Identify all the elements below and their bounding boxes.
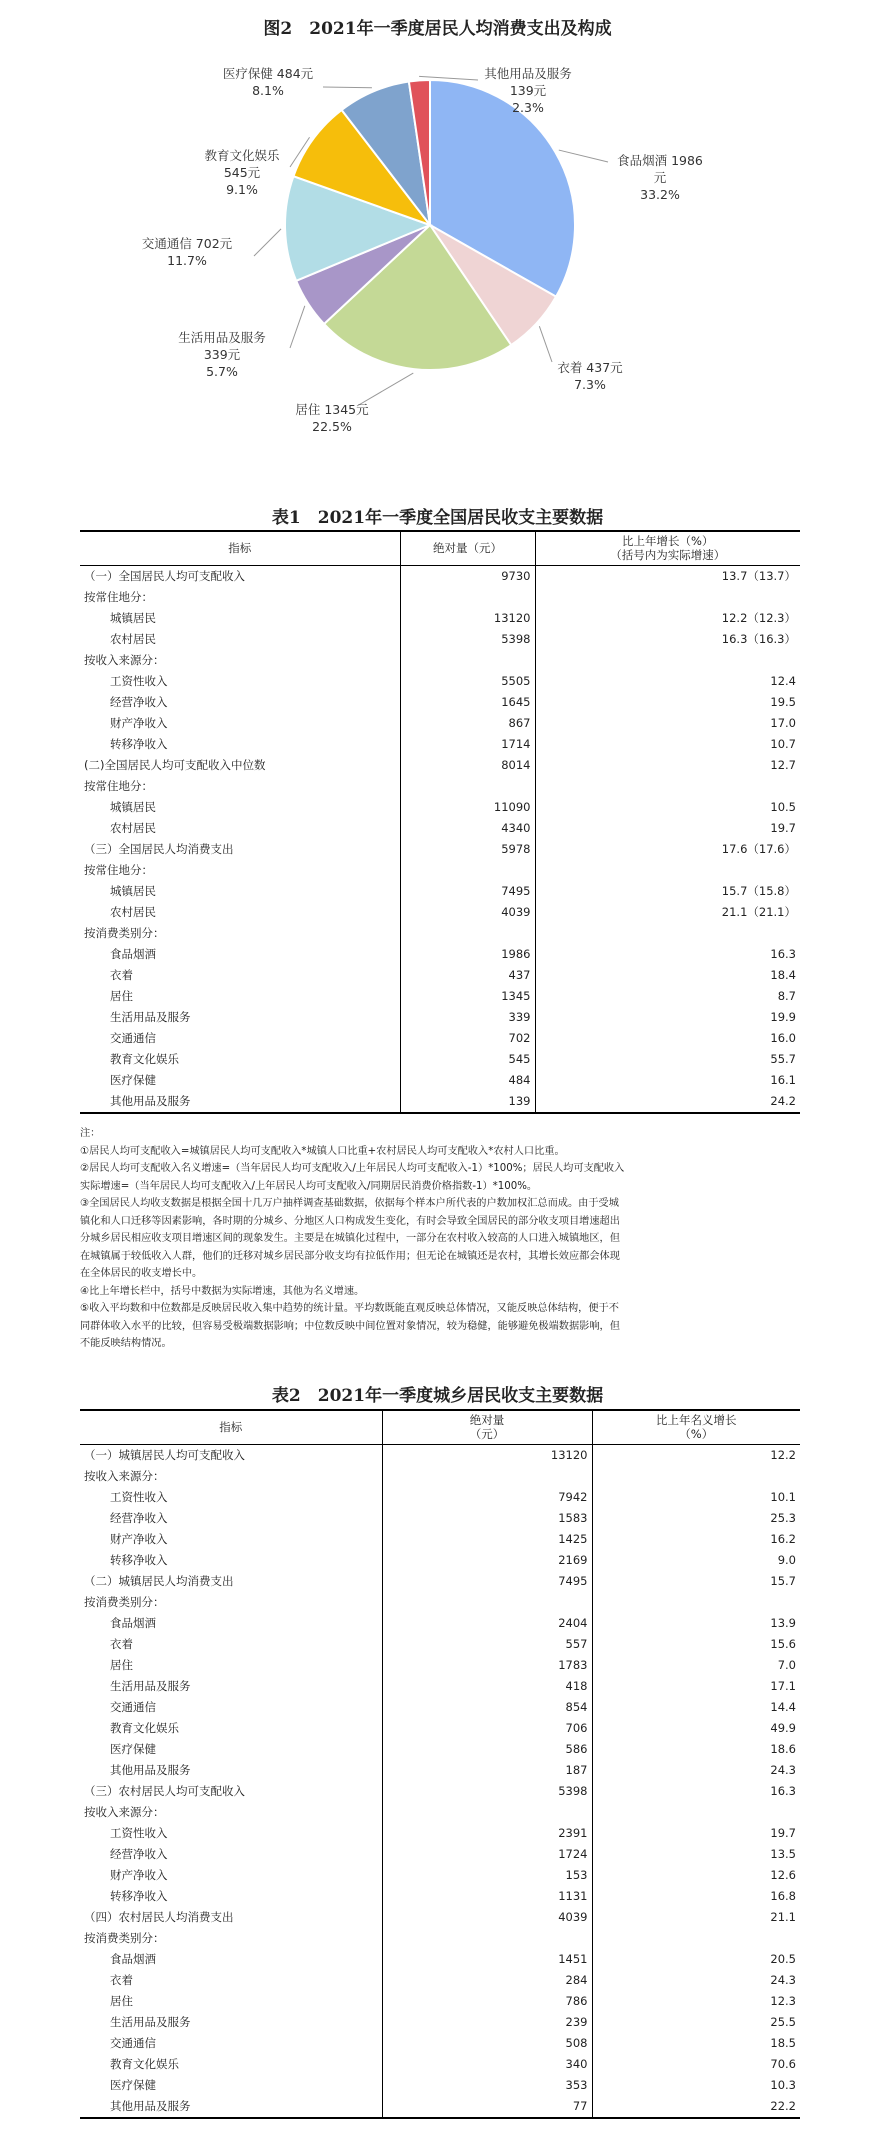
table-row xyxy=(80,923,800,944)
row-growth-value: 15.6 xyxy=(770,1636,796,1651)
table2 xyxy=(80,1409,800,2119)
note-line: 分城乡居民相应收支项目增速区间的现象发生。主要是在城镇化过程中，一部分在农村收入较高的人口进入城镇地区，但 xyxy=(80,1233,620,1244)
row-growth-value: 15.7（15.8） xyxy=(721,883,796,898)
table-row xyxy=(80,881,800,902)
row-absolute-value: 1714 xyxy=(400,734,535,755)
slice-label: 7.3% xyxy=(574,377,606,392)
row-label: 财产净收入 xyxy=(80,1529,382,1550)
row-absolute-value: 706 xyxy=(382,1718,592,1739)
row-label: 其他用品及服务 xyxy=(80,2096,382,2118)
row-absolute-value: 867 xyxy=(400,713,535,734)
row-label: 工资性收入 xyxy=(80,1487,382,1508)
row-label: 教育文化娱乐 xyxy=(80,1718,382,1739)
table-row xyxy=(80,1991,800,2012)
table-row xyxy=(80,1466,800,1487)
table-row xyxy=(80,692,800,713)
table-row xyxy=(80,1928,800,1949)
row-label: 按消费类别分： xyxy=(80,923,400,944)
table1 xyxy=(80,530,800,1114)
slice-label: 2.3% xyxy=(512,100,544,115)
row-label: 其他用品及服务 xyxy=(80,1091,400,1113)
row-absolute-value: 4039 xyxy=(400,902,535,923)
row-label: 按收入来源分： xyxy=(80,1802,382,1823)
row-label: 按常住地分： xyxy=(80,587,400,608)
pie-chart xyxy=(0,50,875,500)
table2-header-absolute: 绝对量 （元） xyxy=(382,1410,592,1444)
table-row xyxy=(80,1739,800,1760)
note-line: 在全体居民的收支增长中。 xyxy=(80,1268,203,1279)
row-label: 转移净收入 xyxy=(80,1886,382,1907)
table-row xyxy=(80,1655,800,1676)
row-label: 城镇居民 xyxy=(80,608,400,629)
figure2-title: 图2 2021年一季度居民人均消费支出及构成 xyxy=(263,19,612,39)
row-label: 经营净收入 xyxy=(80,1844,382,1865)
row-label: 交通通信 xyxy=(80,1697,382,1718)
note-line: 不能反映结构情况。 xyxy=(80,1338,172,1349)
row-growth-value: 19.7 xyxy=(770,1825,796,1840)
table-row xyxy=(80,1970,800,1991)
row-growth-value: 17.0 xyxy=(770,715,796,730)
row-absolute-value: 5505 xyxy=(400,671,535,692)
table2-header-indicator: 指标 xyxy=(80,1410,382,1444)
row-label: （四）农村居民人均消费支出 xyxy=(80,1907,382,1928)
table-row xyxy=(80,1091,800,1113)
slice-label: 其他用品及服务 xyxy=(484,66,572,81)
row-label: 农村居民 xyxy=(80,629,400,650)
row-growth-value: 19.5 xyxy=(770,694,796,709)
table-row xyxy=(80,818,800,839)
row-label: 转移净收入 xyxy=(80,734,400,755)
row-label: 城镇居民 xyxy=(80,881,400,902)
row-absolute-value: 5398 xyxy=(400,629,535,650)
row-absolute-value: 1724 xyxy=(382,1844,592,1865)
row-growth-value: 18.4 xyxy=(770,967,796,982)
row-growth-value: 24.3 xyxy=(770,1762,796,1777)
row-absolute-value: 77 xyxy=(382,2096,592,2118)
slice-label: 衣着 437元 xyxy=(557,360,623,375)
row-growth-value: 14.4 xyxy=(770,1699,796,1714)
row-absolute-value: 1425 xyxy=(382,1529,592,1550)
row-absolute-value xyxy=(400,587,535,608)
row-label: 食品烟酒 xyxy=(80,1613,382,1634)
row-absolute-value: 4039 xyxy=(382,1907,592,1928)
row-growth-value: 16.0 xyxy=(770,1030,796,1045)
note-line: 注： xyxy=(80,1128,101,1139)
slice-label: 元 xyxy=(653,170,667,185)
row-growth-value: 16.1 xyxy=(770,1072,796,1087)
row-absolute-value: 239 xyxy=(382,2012,592,2033)
row-label: 农村居民 xyxy=(80,902,400,923)
row-absolute-value: 545 xyxy=(400,1049,535,1070)
slice-label: 33.2% xyxy=(640,187,680,202)
table-row xyxy=(80,2033,800,2054)
row-absolute-value: 187 xyxy=(382,1760,592,1781)
row-label: 工资性收入 xyxy=(80,1823,382,1844)
row-growth-value xyxy=(535,650,800,671)
row-label: 按收入来源分： xyxy=(80,650,400,671)
table-row xyxy=(80,1865,800,1886)
table-row xyxy=(80,1613,800,1634)
row-label: 工资性收入 xyxy=(80,671,400,692)
row-growth-value: 70.6 xyxy=(770,2056,796,2071)
row-absolute-value: 557 xyxy=(382,1634,592,1655)
row-absolute-value: 139 xyxy=(400,1091,535,1113)
row-growth-value: 25.5 xyxy=(770,2014,796,2029)
row-growth-value xyxy=(592,1466,800,1487)
table-row xyxy=(80,1592,800,1613)
table-row xyxy=(80,1487,800,1508)
row-absolute-value: 353 xyxy=(382,2075,592,2096)
row-growth-value xyxy=(535,923,800,944)
row-growth-value: 49.9 xyxy=(770,1720,796,1735)
row-growth-value: 12.7 xyxy=(770,757,796,772)
leader-line xyxy=(539,326,552,362)
slice-label: 22.5% xyxy=(312,419,352,434)
row-absolute-value: 586 xyxy=(382,1739,592,1760)
row-absolute-value: 339 xyxy=(400,1007,535,1028)
row-growth-value: 19.7 xyxy=(770,820,796,835)
table-row xyxy=(80,1444,800,1466)
row-absolute-value: 1345 xyxy=(400,986,535,1007)
row-absolute-value: 1986 xyxy=(400,944,535,965)
table2-header-growth: 比上年名义增长 （%） xyxy=(592,1410,800,1444)
table2-title: 表2 2021年一季度城乡居民收支主要数据 xyxy=(271,1386,604,1406)
table-row xyxy=(80,713,800,734)
table-row xyxy=(80,565,800,587)
row-growth-value: 13.5 xyxy=(770,1846,796,1861)
table-row xyxy=(80,2012,800,2033)
row-growth-value: 16.2 xyxy=(770,1531,796,1546)
table-row xyxy=(80,1049,800,1070)
slice-label: 医疗保健 484元 xyxy=(222,66,314,81)
table1-title: 表1 2021年一季度全国居民收支主要数据 xyxy=(271,508,604,528)
row-growth-value xyxy=(535,860,800,881)
slice-label: 生活用品及服务 xyxy=(178,330,266,345)
row-growth-value: 13.9 xyxy=(770,1615,796,1630)
row-absolute-value: 1131 xyxy=(382,1886,592,1907)
table-row xyxy=(80,1550,800,1571)
row-label: 医疗保健 xyxy=(80,1739,382,1760)
row-label: 按消费类别分： xyxy=(80,1928,382,1949)
row-growth-value: 22.2 xyxy=(592,2096,800,2118)
row-absolute-value: 5978 xyxy=(400,839,535,860)
row-absolute-value: 2169 xyxy=(382,1550,592,1571)
table-row xyxy=(80,755,800,776)
row-growth-value: 16.8 xyxy=(770,1888,796,1903)
row-growth-value: 13.7（13.7） xyxy=(721,568,796,583)
row-label: （一）城镇居民人均可支配收入 xyxy=(80,1444,382,1466)
table-row xyxy=(80,650,800,671)
row-growth-value: 20.5 xyxy=(770,1951,796,1966)
slice-label: 教育文化娱乐 xyxy=(204,148,280,163)
row-absolute-value: 1583 xyxy=(382,1508,592,1529)
row-absolute-value: 13120 xyxy=(400,608,535,629)
table-row xyxy=(80,671,800,692)
row-absolute-value: 2404 xyxy=(382,1613,592,1634)
row-growth-value: 17.6（17.6） xyxy=(721,841,796,856)
row-absolute-value: 854 xyxy=(382,1697,592,1718)
row-absolute-value: 7495 xyxy=(400,881,535,902)
note-line: ②居民人均可支配收入名义增速=（当年居民人均可支配收入/上年居民人均可支配收入-1）*100%；居民人均可支配收入 xyxy=(80,1163,625,1174)
row-label: 衣着 xyxy=(80,1634,382,1655)
row-absolute-value: 7495 xyxy=(382,1571,592,1592)
table-row xyxy=(80,839,800,860)
row-absolute-value: 1645 xyxy=(400,692,535,713)
row-growth-value: 12.2（12.3） xyxy=(721,610,796,625)
row-growth-value: 12.4 xyxy=(770,673,796,688)
table-row xyxy=(80,1571,800,1592)
table1-header-absolute: 绝对量（元） xyxy=(400,531,535,565)
table-row xyxy=(80,1823,800,1844)
row-growth-value: 55.7 xyxy=(770,1051,796,1066)
row-absolute-value: 786 xyxy=(382,1991,592,2012)
table-row xyxy=(80,860,800,881)
row-label: 生活用品及服务 xyxy=(80,2012,382,2033)
note-line: 实际增速=（当年居民人均可支配收入/上年居民人均可支配收入/同期居民消费价格指数-1）*100%。 xyxy=(80,1180,538,1192)
note-line: ④比上年增长栏中，括号中数据为实际增速，其他为名义增速。 xyxy=(80,1285,365,1297)
row-absolute-value: 9730 xyxy=(400,565,535,587)
row-label: 交通通信 xyxy=(80,2033,382,2054)
slice-label: 食品烟酒 1986 xyxy=(617,153,703,168)
table-row xyxy=(80,1028,800,1049)
row-growth-value xyxy=(592,1928,800,1949)
leader-line xyxy=(290,306,305,348)
row-absolute-value: 1783 xyxy=(382,1655,592,1676)
row-label: 生活用品及服务 xyxy=(80,1676,382,1697)
row-absolute-value: 7942 xyxy=(382,1487,592,1508)
row-absolute-value: 1451 xyxy=(382,1949,592,1970)
row-absolute-value: 484 xyxy=(400,1070,535,1091)
slice-label: 8.1% xyxy=(252,83,284,98)
table-row xyxy=(80,1907,800,1928)
row-label: 教育文化娱乐 xyxy=(80,2054,382,2075)
table-row xyxy=(80,1634,800,1655)
note-line: ③全国居民人均收支数据是根据全国十几万户抽样调查基础数据，依据每个样本户所代表的户数加权汇总而成。由于受城 xyxy=(80,1198,619,1209)
row-label: 居住 xyxy=(80,1991,382,2012)
row-label: 按常住地分： xyxy=(80,860,400,881)
table-row xyxy=(80,2054,800,2075)
table-row xyxy=(80,1718,800,1739)
row-growth-value: 25.3 xyxy=(770,1510,796,1525)
table-row xyxy=(80,986,800,1007)
note-line: 同群体收入水平的比较，但容易受极端数据影响；中位数反映中间位置对象情况，较为稳健，能够避免极端数据影响，但 xyxy=(80,1320,620,1332)
row-label: 教育文化娱乐 xyxy=(80,1049,400,1070)
table-row xyxy=(80,965,800,986)
row-growth-value xyxy=(535,587,800,608)
row-label: 农村居民 xyxy=(80,818,400,839)
row-label: （三）全国居民人均消费支出 xyxy=(80,839,400,860)
row-absolute-value xyxy=(382,1466,592,1487)
note-line: 在城镇属于较低收入人群，他们的迁移对城乡居民部分收支均有拉低作用；但无论在城镇还是农村，其增长效应都会体现 xyxy=(80,1250,620,1262)
table-row xyxy=(80,797,800,818)
row-absolute-value xyxy=(400,923,535,944)
row-label: 按消费类别分： xyxy=(80,1592,382,1613)
table-row xyxy=(80,902,800,923)
row-label: (二)全国居民人均可支配收入中位数 xyxy=(80,755,400,776)
row-label: 经营净收入 xyxy=(80,692,400,713)
row-label: 交通通信 xyxy=(80,1028,400,1049)
table-row xyxy=(80,1508,800,1529)
slice-label: 9.1% xyxy=(226,182,258,197)
slice-label: 139元 xyxy=(509,83,547,98)
row-absolute-value: 2391 xyxy=(382,1823,592,1844)
row-absolute-value: 153 xyxy=(382,1865,592,1886)
note-line: ①居民人均可支配收入=城镇居民人均可支配收入*城镇人口比重+农村居民人均可支配收入*农村人口比重。 xyxy=(80,1145,565,1157)
row-growth-value: 21.1（21.1） xyxy=(721,904,796,919)
row-label: （三）农村居民人均可支配收入 xyxy=(80,1781,382,1802)
row-absolute-value xyxy=(400,650,535,671)
table-row xyxy=(80,608,800,629)
row-absolute-value: 437 xyxy=(400,965,535,986)
row-growth-value: 19.9 xyxy=(770,1009,796,1024)
row-absolute-value: 284 xyxy=(382,1970,592,1991)
row-label: 按收入来源分： xyxy=(80,1466,382,1487)
row-growth-value xyxy=(535,776,800,797)
row-absolute-value xyxy=(400,860,535,881)
row-growth-value: 12.3 xyxy=(770,1993,796,2008)
row-absolute-value: 5398 xyxy=(382,1781,592,1802)
slice-label: 11.7% xyxy=(167,253,207,268)
row-label: 经营净收入 xyxy=(80,1508,382,1529)
table-row xyxy=(80,1760,800,1781)
table-row xyxy=(80,1529,800,1550)
row-growth-value: 7.0 xyxy=(777,1657,796,1672)
table1-notes xyxy=(80,1125,800,1353)
row-absolute-value: 8014 xyxy=(400,755,535,776)
row-absolute-value xyxy=(382,1802,592,1823)
table-row xyxy=(80,2075,800,2096)
row-absolute-value xyxy=(400,776,535,797)
row-label: 财产净收入 xyxy=(80,1865,382,1886)
row-absolute-value: 508 xyxy=(382,2033,592,2054)
table-row xyxy=(80,1007,800,1028)
table-row xyxy=(80,1070,800,1091)
row-label: 城镇居民 xyxy=(80,797,400,818)
slice-label: 居住 1345元 xyxy=(295,402,369,417)
row-growth-value xyxy=(592,1802,800,1823)
row-growth-value: 10.1 xyxy=(770,1489,796,1504)
row-label: 其他用品及服务 xyxy=(80,1760,382,1781)
table-row xyxy=(80,1844,800,1865)
row-growth-value: 12.6 xyxy=(770,1867,796,1882)
row-growth-value: 18.6 xyxy=(770,1741,796,1756)
row-absolute-value: 4340 xyxy=(400,818,535,839)
table1-header-indicator: 指标 xyxy=(80,531,400,565)
table1-header-growth: 比上年增长（%） （括号内为实际增速） xyxy=(535,531,800,565)
row-label: 财产净收入 xyxy=(80,713,400,734)
table-row xyxy=(80,776,800,797)
table-row xyxy=(80,1697,800,1718)
row-growth-value: 9.0 xyxy=(777,1552,796,1567)
row-label: 衣着 xyxy=(80,1970,382,1991)
leader-line xyxy=(254,229,281,256)
row-growth-value: 21.1 xyxy=(770,1909,796,1924)
table-row xyxy=(80,1886,800,1907)
row-label: 居住 xyxy=(80,1655,382,1676)
table-row xyxy=(80,2096,800,2118)
row-label: 医疗保健 xyxy=(80,1070,400,1091)
row-label: （一）全国居民人均可支配收入 xyxy=(80,565,400,587)
leader-line xyxy=(559,150,608,162)
table-row xyxy=(80,944,800,965)
row-growth-value: 24.2 xyxy=(535,1091,800,1113)
table-row xyxy=(80,1781,800,1802)
row-growth-value: 24.3 xyxy=(770,1972,796,1987)
row-label: 医疗保健 xyxy=(80,2075,382,2096)
table-row xyxy=(80,1676,800,1697)
row-absolute-value xyxy=(382,1928,592,1949)
row-growth-value: 10.3 xyxy=(770,2077,796,2092)
row-growth-value: 10.5 xyxy=(770,799,796,814)
row-growth-value: 15.7 xyxy=(770,1573,796,1588)
table-row xyxy=(80,629,800,650)
row-absolute-value: 418 xyxy=(382,1676,592,1697)
row-growth-value: 16.3（16.3） xyxy=(721,631,796,646)
row-label: 食品烟酒 xyxy=(80,944,400,965)
slice-label: 545元 xyxy=(223,165,261,180)
row-growth-value: 10.7 xyxy=(770,736,796,751)
row-absolute-value: 13120 xyxy=(382,1444,592,1466)
row-label: 居住 xyxy=(80,986,400,1007)
row-absolute-value xyxy=(382,1592,592,1613)
slice-label: 5.7% xyxy=(206,364,238,379)
leader-line xyxy=(323,87,372,88)
table-row xyxy=(80,1802,800,1823)
slice-label: 339元 xyxy=(203,347,241,362)
row-growth-value: 18.5 xyxy=(770,2035,796,2050)
table-row xyxy=(80,587,800,608)
row-label: 食品烟酒 xyxy=(80,1949,382,1970)
table-row xyxy=(80,734,800,755)
row-growth-value: 12.2 xyxy=(770,1447,796,1462)
row-absolute-value: 702 xyxy=(400,1028,535,1049)
row-label: （二）城镇居民人均消费支出 xyxy=(80,1571,382,1592)
slice-label: 交通通信 702元 xyxy=(141,236,233,251)
row-label: 生活用品及服务 xyxy=(80,1007,400,1028)
row-growth-value xyxy=(592,1592,800,1613)
row-growth-value: 16.3 xyxy=(770,946,796,961)
note-line: ⑤收入平均数和中位数都是反映居民收入集中趋势的统计量。平均数既能直观反映总体情况，又能反映总体结构，便于不 xyxy=(80,1303,619,1314)
row-growth-value: 17.1 xyxy=(770,1678,796,1693)
row-growth-value: 16.3 xyxy=(770,1783,796,1798)
row-growth-value: 8.7 xyxy=(777,988,796,1003)
row-label: 转移净收入 xyxy=(80,1550,382,1571)
row-absolute-value: 11090 xyxy=(400,797,535,818)
row-absolute-value: 340 xyxy=(382,2054,592,2075)
row-label: 按常住地分： xyxy=(80,776,400,797)
table-row xyxy=(80,1949,800,1970)
row-label: 衣着 xyxy=(80,965,400,986)
note-line: 镇化和人口迁移等因素影响，各时期的分城乡、分地区人口构成发生变化，有时会导致全国居民的部分收支项目增速超出 xyxy=(80,1215,620,1227)
